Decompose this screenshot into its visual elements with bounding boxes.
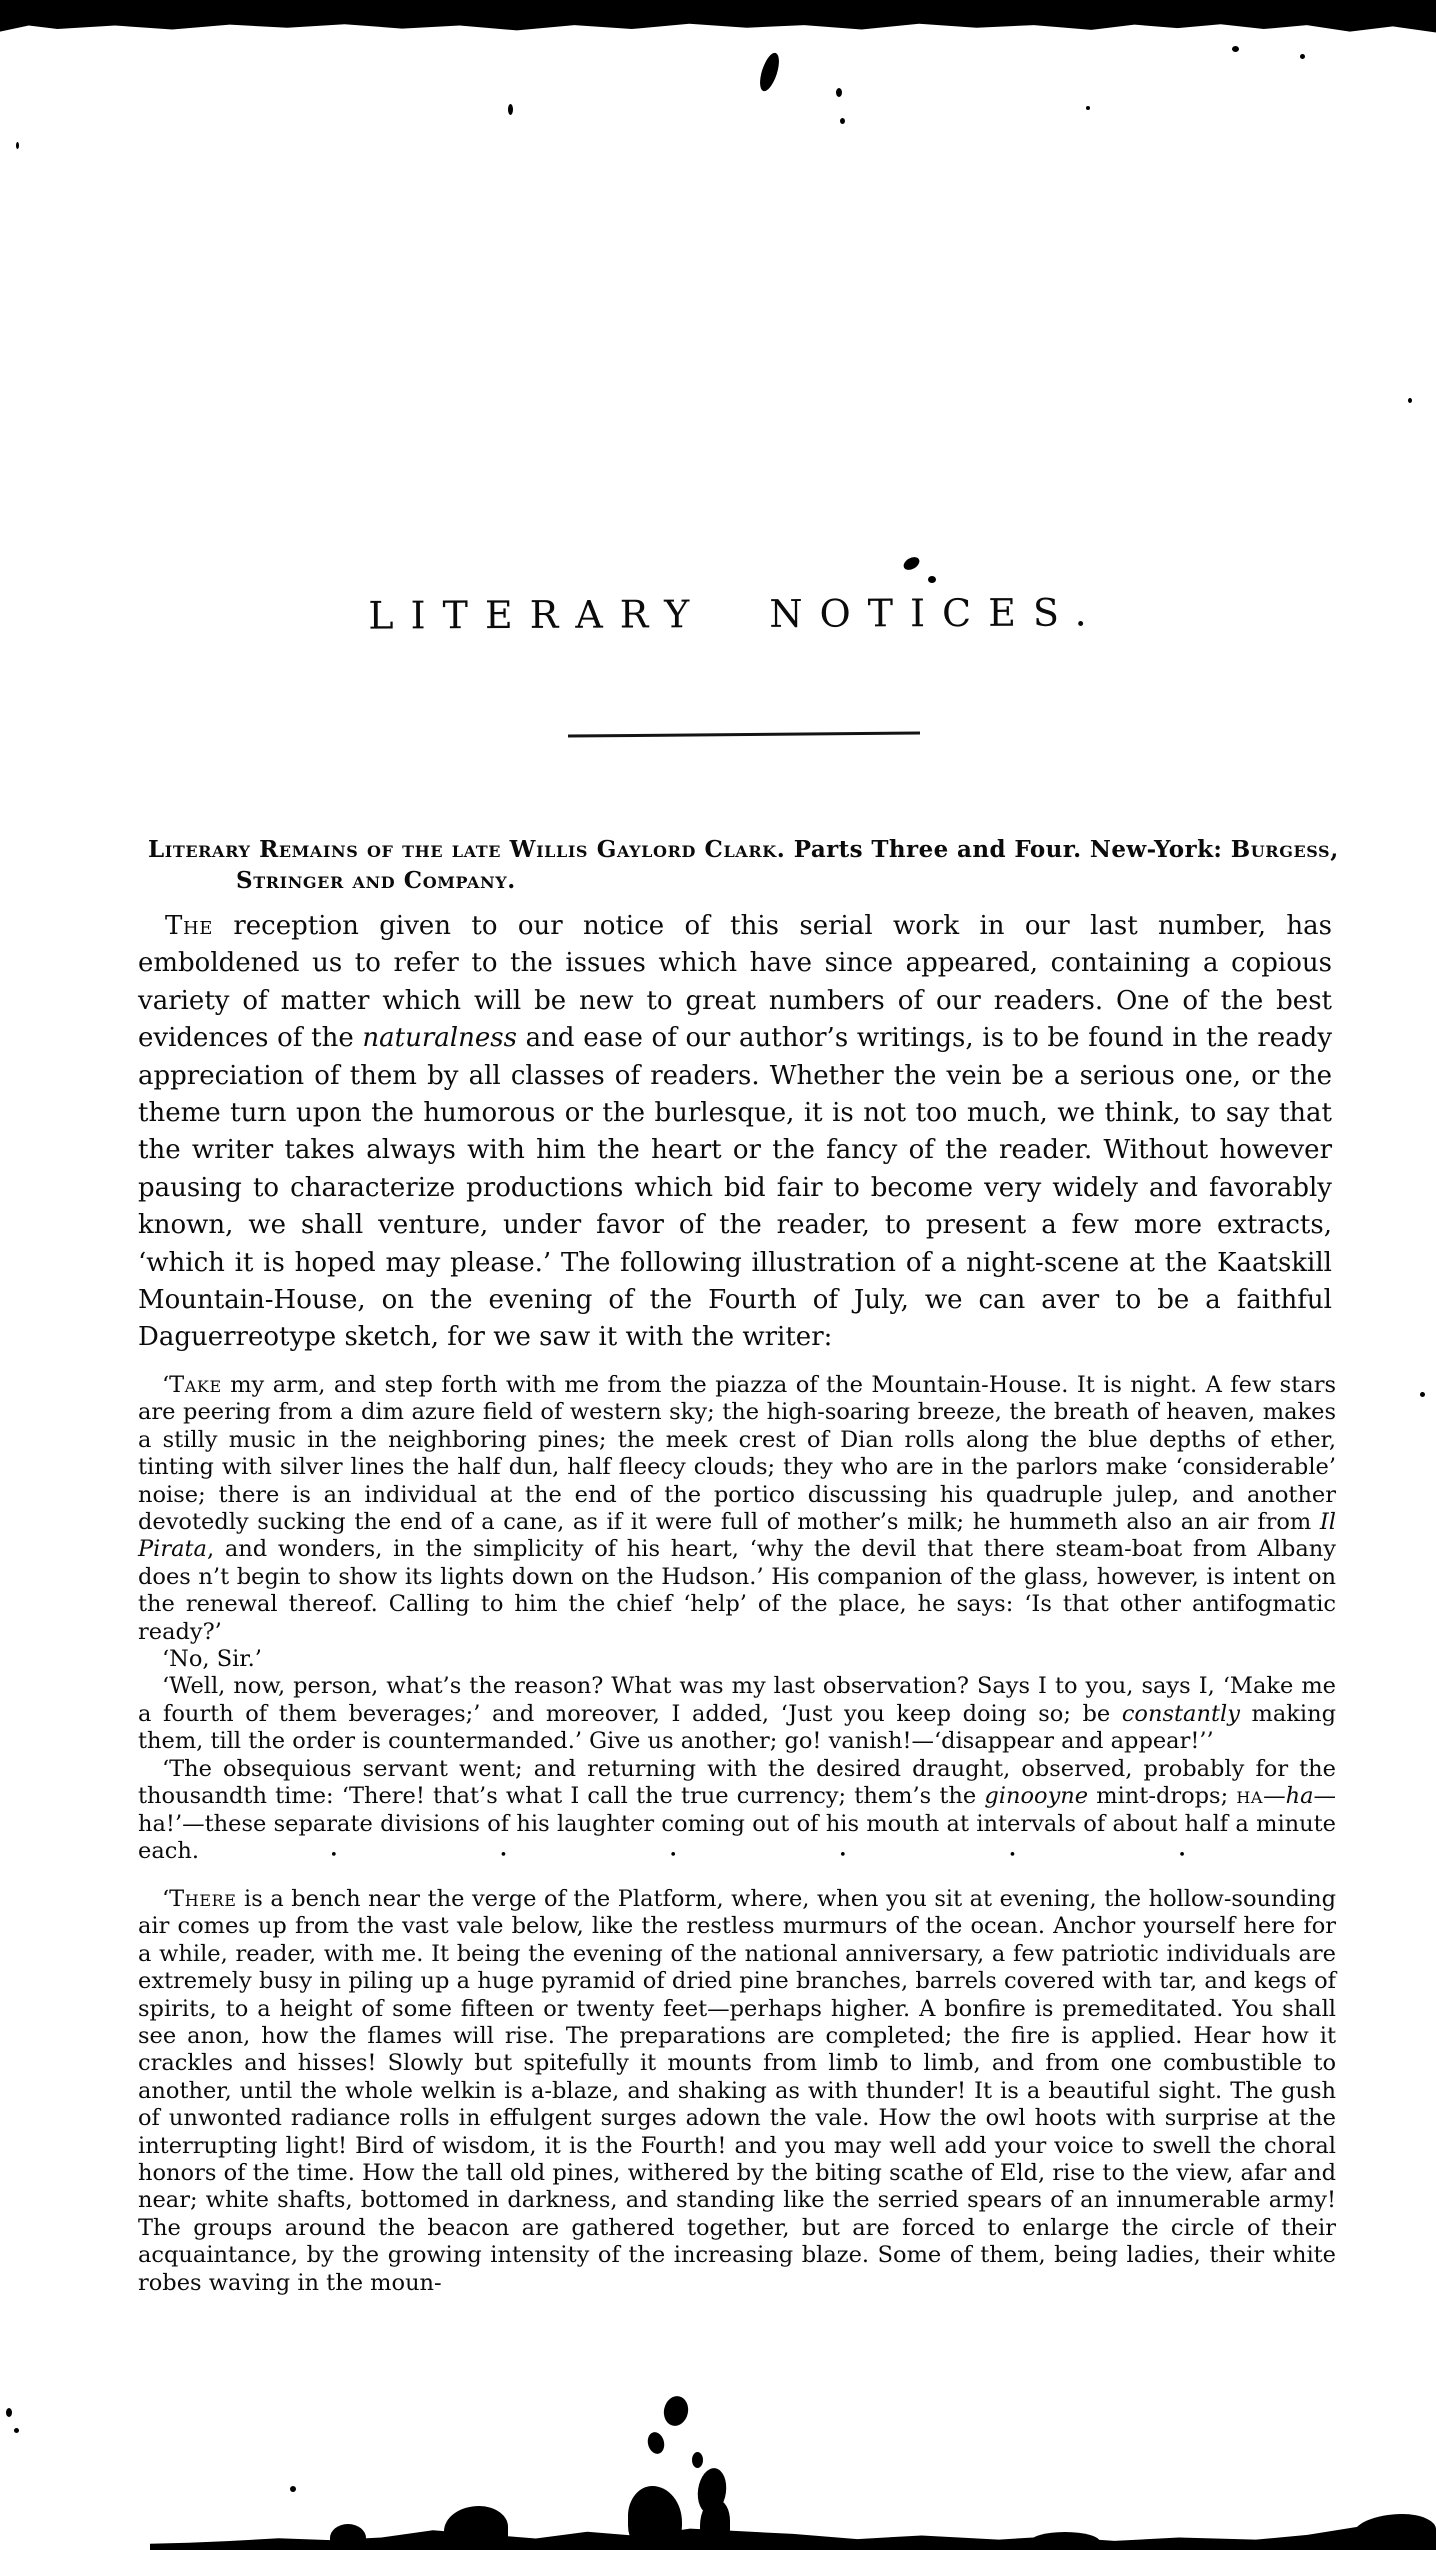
ink-speck bbox=[1300, 54, 1305, 59]
ink-blotch bbox=[692, 2452, 703, 2468]
extract-block-1 bbox=[138, 1372, 1336, 1865]
text-segment: ‘No, Sir.’ bbox=[162, 1646, 262, 1673]
text-segment: is a bench near the verge of the Platform, where, when you sit at evening, the hollow-sounding air comes up from the vast vale below, like the restless murmurs of the ocean. Anchor yourself here for a while, reader, with me. It being the evening of the national anniversary, a few patriotic individuals are extremely busy in piling up a huge pyramid of dried pine branches, barrels covered with tar, and kegs of spirits, to a height of some fifteen or twenty feet—perhaps higher. A bonfire is premeditated. You shall see anon, how the flames will rise. The preparations are completed; the fire is applied. Hear how it crackles and hisses! Slowly but spitefully it mounts from limb to limb, and from one combustible to another, until the whole welkin is a-blaze, and shaking as with thunder! It is a beautiful sight. The gush of unwonted radiance rolls in effulgent surges adown the vale. How the owl hoots with surprise at the interrupting light! Bird of wisdom, it is the Fourth! and you may well add your voice to swell the choral honors of the time. How the tall old pines, withered by the biting scathe of Eld, rise to the view, afar and near; white shafts, bottomed in darkness, and standing like the serried spears of an innumerable army! The groups around the beacon are gathered together, but are forced to enlarge the circle of their acquaintance, by the growing intensity of the increasing blaze. Some of them, being ladies, their white robes waving in the moun- bbox=[138, 1886, 1336, 2296]
ink-blotch bbox=[645, 2430, 666, 2455]
page-title: LITERARY NOTICES. bbox=[368, 590, 1104, 638]
text-segment: ‘The obsequious servant went; and returning with the desired draught, observed, probably for the thousandth time: ‘There! that’s what I call the true currency; them’s the bbox=[138, 1755, 1336, 1810]
extract-paragraph bbox=[138, 1646, 1336, 1673]
ink-speck bbox=[928, 576, 936, 583]
text-segment: making them, till the order is countermanded.’ Give us another; go! vanish!—‘disappear and appear!’’ bbox=[138, 1700, 1336, 1755]
intro-paragraph bbox=[138, 908, 1332, 1357]
text-segment: , and wonders, in the simplicity of his heart, ‘why the devil that there steam-boat from Albany does n’t begin to show its lights down on the Hudson.’ His companion of the glass, however, is intent on the renewal thereof. Calling to him the chief ‘help’ of the place, he says: ‘Is that other antifogmatic ready?’ bbox=[138, 1536, 1336, 1645]
separator-dot: • bbox=[499, 1847, 508, 1863]
extract-paragraph bbox=[138, 1372, 1336, 1646]
ink-smudge bbox=[901, 554, 921, 572]
ink-speck bbox=[1232, 46, 1239, 52]
ink-smudge bbox=[756, 51, 783, 94]
text-segment: There bbox=[169, 1886, 237, 1912]
text-segment: ‘ bbox=[162, 1886, 170, 1912]
text-segment: ginooyne bbox=[984, 1783, 1089, 1810]
text-segment: The bbox=[165, 911, 213, 941]
text-segment: ha bbox=[1285, 1783, 1314, 1810]
ink-speck bbox=[290, 2486, 296, 2492]
scan-edge-top bbox=[0, 0, 1436, 44]
title-divider-rule bbox=[568, 731, 920, 737]
text-segment: naturalness bbox=[362, 1023, 517, 1054]
separator-dot: • bbox=[669, 1847, 677, 1863]
extract-paragraph bbox=[138, 1886, 1336, 2297]
separator-dot: • bbox=[1178, 1847, 1186, 1863]
text-segment: ‘Well, now, person, what’s the reason? What was my last observation? Says I to you, says I, ‘Make me a fourth of them beverages;’ and moreover, I added, ‘Just you keep doing so; be bbox=[138, 1673, 1336, 1727]
ink-speck bbox=[1408, 398, 1412, 403]
ink-speck bbox=[1420, 1392, 1425, 1397]
extract-block-2 bbox=[138, 1886, 1336, 2297]
separator-dot: • bbox=[1008, 1847, 1017, 1863]
text-segment: ha bbox=[1236, 1783, 1264, 1810]
ink-blotch bbox=[661, 2394, 691, 2428]
text-segment: Literary Remains of the late Willis Gaylord Clark. bbox=[148, 836, 786, 863]
ink-speck bbox=[1086, 106, 1090, 110]
text-segment: my arm, and step forth with me from the piazza of the Mountain-House. It is night. A few stars are peering from a dim azure field of western sky; the high-soaring breeze, the breath of heaven, makes a stilly music in the neighboring pines; the meek crest of Dian rolls along the blue depths of ether, tinting with silver lines the half dun, half fleecy clouds; they who are in the parlors make ‘considerable’ noise; there is an individual at the end of the portico discussing his quadruple julep, and another devotedly sucking the end of a cane, as if it were full of mother’s milk; he hummeth also an air from bbox=[138, 1372, 1336, 1536]
citation-heading bbox=[148, 834, 1420, 896]
text-segment: mint-drops; bbox=[1088, 1783, 1237, 1810]
ink-speck bbox=[6, 2408, 12, 2417]
ink-speck bbox=[836, 88, 842, 97]
extract-paragraph bbox=[138, 1673, 1336, 1755]
text-segment: Burgess, Stringer and Company. bbox=[236, 836, 1339, 894]
text-segment: constantly bbox=[1121, 1700, 1240, 1727]
text-segment: Parts Three and Four. New-York: bbox=[785, 836, 1231, 863]
separator-dot: • bbox=[838, 1847, 847, 1863]
ink-speck bbox=[16, 142, 19, 149]
text-segment: and ease of our author’s writings, is to be found in the ready appreciation of them by all classes of readers. Whether the vein be a serious one, or the theme turn upon the humorous or the burlesque, it is not too much, we think, to say that the writer takes always with him the heart or the fancy of the reader. Without however pausing to characterize productions which bid fair to become very widely and favorably known, we shall venture, under favor of the reader, to present a few more extracts, ‘which it is hoped may please.’ The following illustration of a night-scene at the Kaatskill Mountain-House, on the evening of the Fourth of July, we can aver to be a faithful Daguerreotype sketch, for we saw it with the writer: bbox=[138, 1023, 1333, 1353]
ink-speck bbox=[840, 118, 845, 124]
separator-dot: • bbox=[330, 1847, 338, 1863]
text-segment: —ha!’—these separate divisions of his laughter coming out of his mouth at intervals of about half a minute each. bbox=[138, 1783, 1336, 1864]
text-segment: Il Pirata bbox=[138, 1509, 1336, 1563]
text-segment: — bbox=[1263, 1783, 1286, 1810]
text-segment: ‘ bbox=[162, 1372, 170, 1398]
section-separator bbox=[330, 1848, 1186, 1862]
ink-speck bbox=[508, 104, 513, 115]
ink-speck bbox=[14, 2428, 19, 2433]
text-segment: reception given to our notice of this serial work in our last number, has emboldened us to refer to the issues which have since appeared, containing a copious variety of matter which will be new to great numbers of our readers. One of the best evidences of the bbox=[138, 911, 1332, 1054]
text-segment: Take bbox=[169, 1372, 222, 1398]
